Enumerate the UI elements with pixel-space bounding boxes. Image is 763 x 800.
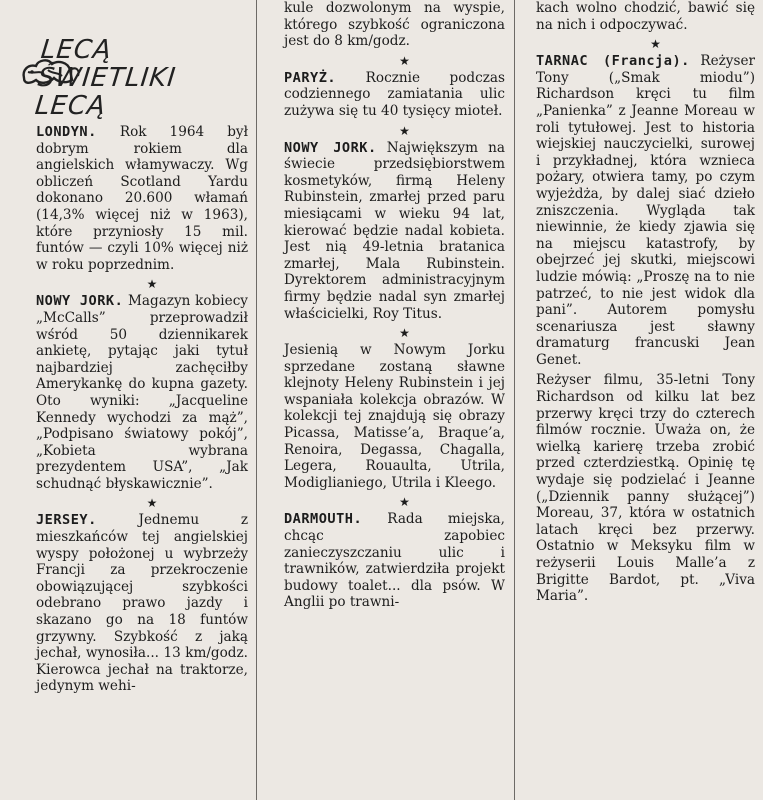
article-tarnac (536, 53, 755, 368)
city-name: NOWY JORK. (284, 139, 377, 156)
star-separator: ★ (650, 37, 661, 52)
article-paryz (284, 70, 505, 120)
article-darmouth (284, 511, 505, 611)
city-name: DARMOUTH. (284, 511, 363, 528)
star-separator: ★ (399, 326, 410, 341)
star-separator: ★ (399, 495, 410, 510)
column-2 (262, 0, 511, 800)
section-header (18, 0, 248, 121)
city-name: PARYŻ. (284, 69, 337, 86)
star-separator: ★ (399, 123, 410, 138)
article-text: Jednemu z mieszkańców tej angielskiej wyspy położonej u wybrzeży Francji za przekroczenie obowiązującej szybkości odebrano prawo jazdy i skazano go na 18 funtów grzywny. Szybkość z jaką jechał, wynosiła... 13 km/godz. Kierowca jechał na traktorze, jedynym wehi- (36, 512, 248, 695)
article-londyn (36, 124, 248, 273)
article-text: Magazyn kobiecy „McCalls” przeprowadził wśród 50 dziennikarek ankietę, pytając jaki tytuł najbardziej zachęciłby Amerykankę do kupna gazety. Oto wyniki: „Jacqueline Kennedy wychodzi za mąż”, „Podpisano światowy pokój”, „Kobieta wybrana prezydentem USA”, „Jak schudnąć błyskawicznie”. (36, 293, 248, 492)
city-name: JERSEY. (36, 512, 97, 529)
article-nowy-jork (36, 293, 248, 492)
column-1 (6, 0, 254, 800)
city-name: NOWY JORK. (36, 293, 124, 310)
article-text: Reżyser Tony („Smak miodu”) Richardson kręci tu film „Panienka” z Jeanne Moreau w roli tytułowej. Jest to historia wiejskiej nauczycielki, surowej i przykładnej, która wznieca pożary, otwiera tamy, po czym wyjeżdża, by dalej siać dzieło zniszczenia. Wygląda tak niewinnie, że kiedy zjawia się na miejscu katastrofy, by obejrzeć jej skutki, miejscowi ludzie mówią: „Proszę na to nie patrzeć, to nie jest widok dla pani”. Autorem pomysłu scenariusza jest sławny dramaturg francuski Jean Genet. (536, 53, 756, 368)
star-separator: ★ (399, 53, 410, 68)
city-name: LONDYN. (36, 124, 97, 140)
article-darmouth-continued: kach wolno chodzić, bawić się na nich i odpoczywać. (536, 0, 755, 33)
article-jersey-continued: kule dozwolonym na wyspie, którego szybkość ograniczona jest do 8 km/godz. (284, 0, 505, 50)
article-text: Największym na świecie przedsiębiorstwem kosmetyków, firmą Heleny Rubinstein, zmarłej przed paru miesiącami w wieku 94 lat, kierować będzie nadal kobieta. Jest nią 49-letnia bratanica zmarłej, Mala Rubinstein. Dyrektorem administracyjnym firmy będzie nadal syn zmarłej właścicielki, Roy Titus. (284, 139, 505, 322)
city-name: TARNAC (536, 53, 589, 70)
column-divider (514, 0, 515, 800)
article-text: Rocznie podczas codziennego zamiatania ulic zużywa się tu 40 tysięcy mioteł. (284, 69, 505, 119)
column-divider (256, 0, 257, 800)
article-text: Rada miejska, chcąc zapobiec zanieczyszczaniu ulic i trawników, zatwierdziła projekt budowy toalet... dla psów. W Anglii po trawni- (284, 511, 505, 611)
article-text: Rok 1964 był dobrym rokiem dla angielskich włamywaczy. Wg obliczeń Scotland Yardu dokonano 20.600 włamań (14,3% więcej niż w 1963), które przyniosły 15 mil. funtów — czyli 10% więcej niż w roku poprzednim. (36, 124, 248, 273)
article-jersey (36, 512, 248, 695)
section-title: LECĄ ŚWIETLIKI LECĄ (33, 35, 178, 121)
star-separator: ★ (146, 496, 158, 511)
article-rezyser: Reżyser filmu, 35-letni Tony Richardson od kilku lat bez przerwy kręci trzy do czterech filmów rocznie. Uważa on, że wielką karierę trzeba zrobić przed czterdziestką. Opinię tę wydaje się podzielać i Jeanne („Dziennik panny służącej”) Moreau, 37, która w ostatnich latach kręci bez przerwy. Ostatnio w Meksyku film w reżyserii Louis Malle’a z Brigitte Bardot, pt. „Viva Maria”. (536, 372, 755, 605)
column-3 (516, 0, 763, 800)
article-jesienia: Jesienią w Nowym Jorku sprzedane zostaną sławne klejnoty Heleny Rubinstein i jej wspaniała kolekcja obrazów. W kolekcji tej znajdują się obrazy Picassa, Matisse’a, Braque’a, Renoira, Degassa, Chagalla, Legera, Rouaulta, Utrila, Modiglianiego, Utrila i Kleego. (284, 342, 505, 491)
country-name: (Francja). (588, 53, 690, 70)
article-nowy-jork-rubinstein (284, 140, 505, 323)
star-separator: ★ (146, 277, 158, 292)
